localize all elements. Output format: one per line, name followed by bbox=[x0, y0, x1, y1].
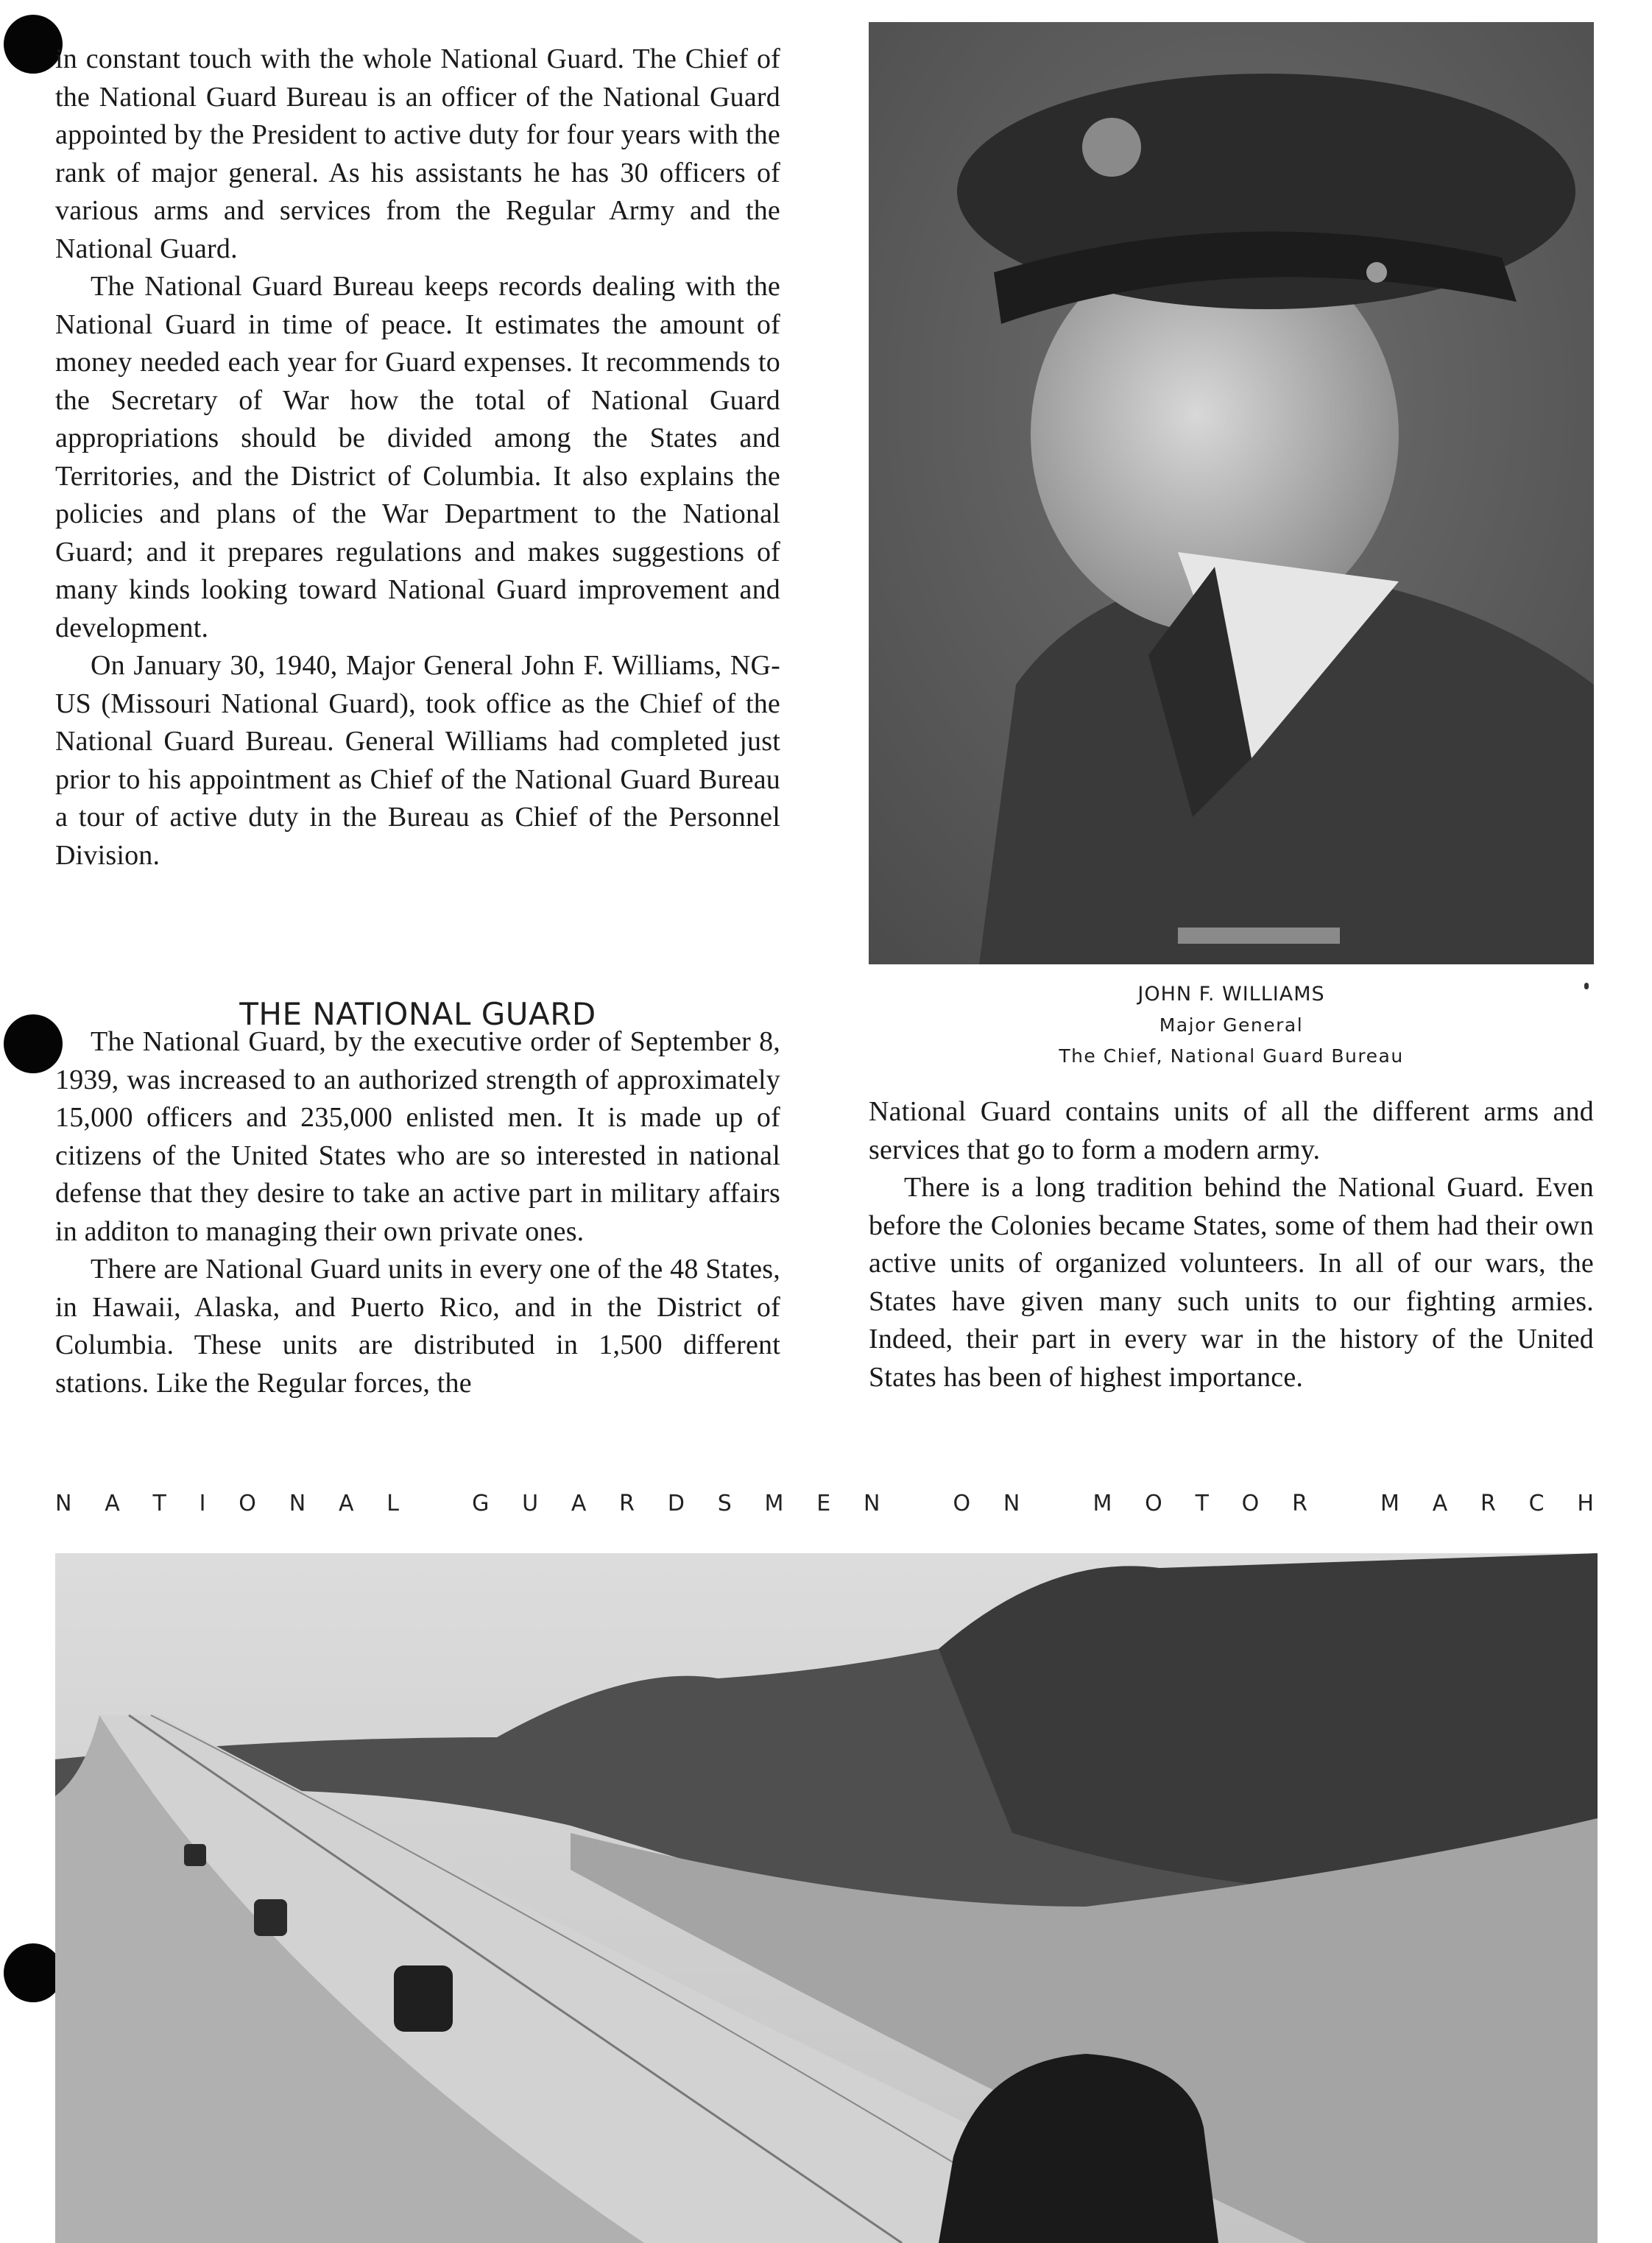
paragraph: in constant touch with the whole National Guard. The Chief of the National Guard Bureau is an officer of the National Guard appointed by the President to active duty for four years with the rank of major general. As his assistants he has 30 officers of various arms and services from the Regular Army and the National Guard. bbox=[55, 43, 780, 264]
headline-letter: N bbox=[55, 1491, 72, 1516]
headline-letter: N bbox=[863, 1491, 880, 1516]
portrait-photo bbox=[869, 22, 1594, 964]
paragraph: There is a long tradition behind the National Guard. Even before the Colonies became States, some of them had their own active units of organized volunteers. In all of our wars, the States have given many such units to our fighting armies. Indeed, their part in every war in the history of the United States has been of highest importance. bbox=[869, 1172, 1594, 1393]
headline-letter bbox=[1053, 1491, 1060, 1516]
headline-letter: O bbox=[1241, 1491, 1260, 1516]
hole-punch-middle bbox=[4, 1014, 63, 1073]
paragraph: The National Guard, by the executive order of September 8, 1939, was increased to an authorized strength of approximately 15,000 officers and 235,000 enlisted men. It is made up of citizens of the United States who are so interested in national defense that they desire to take an active part in military affairs in additon to managing their own private ones. bbox=[55, 1026, 780, 1247]
left-column-top bbox=[55, 40, 780, 875]
hole-punch-top bbox=[4, 15, 63, 74]
caption-title: The Chief, National Guard Bureau bbox=[1059, 1045, 1404, 1067]
headline-letter bbox=[432, 1491, 440, 1516]
portrait-caption bbox=[869, 979, 1594, 1072]
headline-letter: A bbox=[105, 1491, 120, 1516]
headline-letter: D bbox=[667, 1491, 685, 1516]
headline-letter: G bbox=[472, 1491, 490, 1516]
paragraph: On January 30, 1940, Major General John F. Williams, NG-US (Missouri National Guard), took office as the Chief of the National Guard Bureau. General Williams had completed just prior to his appointment as Chief of the National Guard Bureau a tour of active duty in the Bureau as Chief of the Personnel Division. bbox=[55, 650, 780, 871]
headline-letter: O bbox=[239, 1491, 256, 1516]
paragraph: There are National Guard units in every one of the 48 States, in Hawaii, Alaska, and Puerto Rico, and in the District of Columbia. These units are distributed in 1,500 different stations. Like the Regular forces, the bbox=[55, 1254, 780, 1399]
headline-letter: O bbox=[1145, 1491, 1162, 1516]
hole-punch-bottom bbox=[4, 1943, 63, 2002]
headline-letter: R bbox=[619, 1491, 635, 1516]
photo-headline bbox=[55, 1491, 1594, 1516]
headline-letter: L bbox=[386, 1491, 399, 1516]
headline-letter: A bbox=[1432, 1491, 1448, 1516]
headline-letter: T bbox=[152, 1491, 166, 1516]
headline-letter: E bbox=[816, 1491, 831, 1516]
headline-letter: I bbox=[199, 1491, 206, 1516]
motor-march-photo bbox=[55, 1553, 1598, 2243]
landscape-image-icon bbox=[55, 1553, 1598, 2243]
headline-letter: H bbox=[1577, 1491, 1594, 1516]
headline-letter: A bbox=[571, 1491, 587, 1516]
headline-letter bbox=[913, 1491, 920, 1516]
headline-letter: M bbox=[1380, 1491, 1399, 1516]
portrait-image-icon bbox=[869, 22, 1594, 964]
headline-letter: N bbox=[1003, 1491, 1020, 1516]
left-column-bottom bbox=[55, 1023, 780, 1402]
paragraph: The National Guard Bureau keeps records dealing with the National Guard in time of peace. It estimates the amount of money needed each year for Guard expenses. It recommends to the Secretary of War how the total of National Guard appropriations should be divided among the States and Territories, and the District of Columbia. It also explains the policies and plans of the War Department to the National Guard; and it prepares regulations and makes suggestions of many kinds looking toward National Guard improvement and development. bbox=[55, 271, 780, 643]
headline-letter: R bbox=[1292, 1491, 1307, 1516]
headline-letter: R bbox=[1480, 1491, 1496, 1516]
section-heading: THE NATIONAL GUARD bbox=[239, 995, 596, 1032]
headline-letter: T bbox=[1195, 1491, 1209, 1516]
paragraph: National Guard contains units of all the different arms and services that go to form a modern army. bbox=[869, 1096, 1594, 1165]
caption-name: JOHN F. WILLIAMS bbox=[1137, 983, 1325, 1006]
headline-letter: N bbox=[289, 1491, 306, 1516]
headline-letter: C bbox=[1528, 1491, 1545, 1516]
headline-letter: S bbox=[717, 1491, 732, 1516]
right-column bbox=[869, 1093, 1594, 1396]
headline-letter: M bbox=[764, 1491, 784, 1516]
headline-letter bbox=[1341, 1491, 1348, 1516]
headline-letter: A bbox=[338, 1491, 354, 1516]
headline-letter: U bbox=[522, 1491, 539, 1516]
headline-letter: M bbox=[1092, 1491, 1112, 1516]
caption-rank: Major General bbox=[1159, 1014, 1304, 1036]
headline-letter: O bbox=[953, 1491, 971, 1516]
